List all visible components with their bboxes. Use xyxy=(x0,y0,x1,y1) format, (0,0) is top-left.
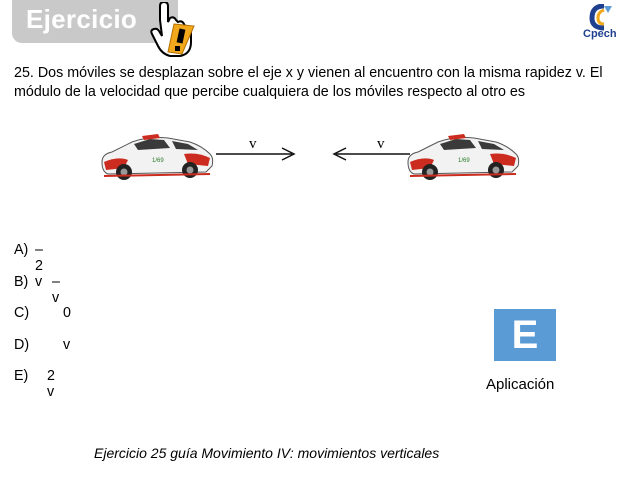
page-title: Ejercicio xyxy=(26,4,138,34)
svg-text:1/69: 1/69 xyxy=(152,158,164,164)
logo-text: Cpech xyxy=(583,28,617,40)
option-letter: E) xyxy=(14,368,29,384)
option-letter: B) xyxy=(14,273,29,290)
option-value: 0 xyxy=(63,305,71,321)
option-value: –v xyxy=(52,273,60,306)
option-letter: A) xyxy=(14,242,29,258)
option-value: 2 v xyxy=(47,368,55,400)
option-letter: D) xyxy=(14,336,30,353)
answer-category: Aplicación xyxy=(486,376,555,393)
question-text: 25. Dos móviles se desplazan sobre el eje x y vienen al encuentro con la misma rapidez v. El módulo de la velocidad que percibe cualquiera de los móviles respecto al otro es xyxy=(14,65,603,100)
option-value: v xyxy=(63,336,71,353)
left-arrow-label: v xyxy=(249,136,257,152)
right-arrow-label: v xyxy=(377,136,385,152)
svg-text:1/69: 1/69 xyxy=(458,158,470,164)
footer-caption: Ejercicio 25 guía Movimiento IV: movimientos verticales xyxy=(94,445,440,461)
option-letter: C) xyxy=(14,305,30,321)
left-pointing-arrow xyxy=(334,148,410,160)
option-value: –2 v xyxy=(35,242,43,290)
answer-badge: E xyxy=(494,309,556,361)
